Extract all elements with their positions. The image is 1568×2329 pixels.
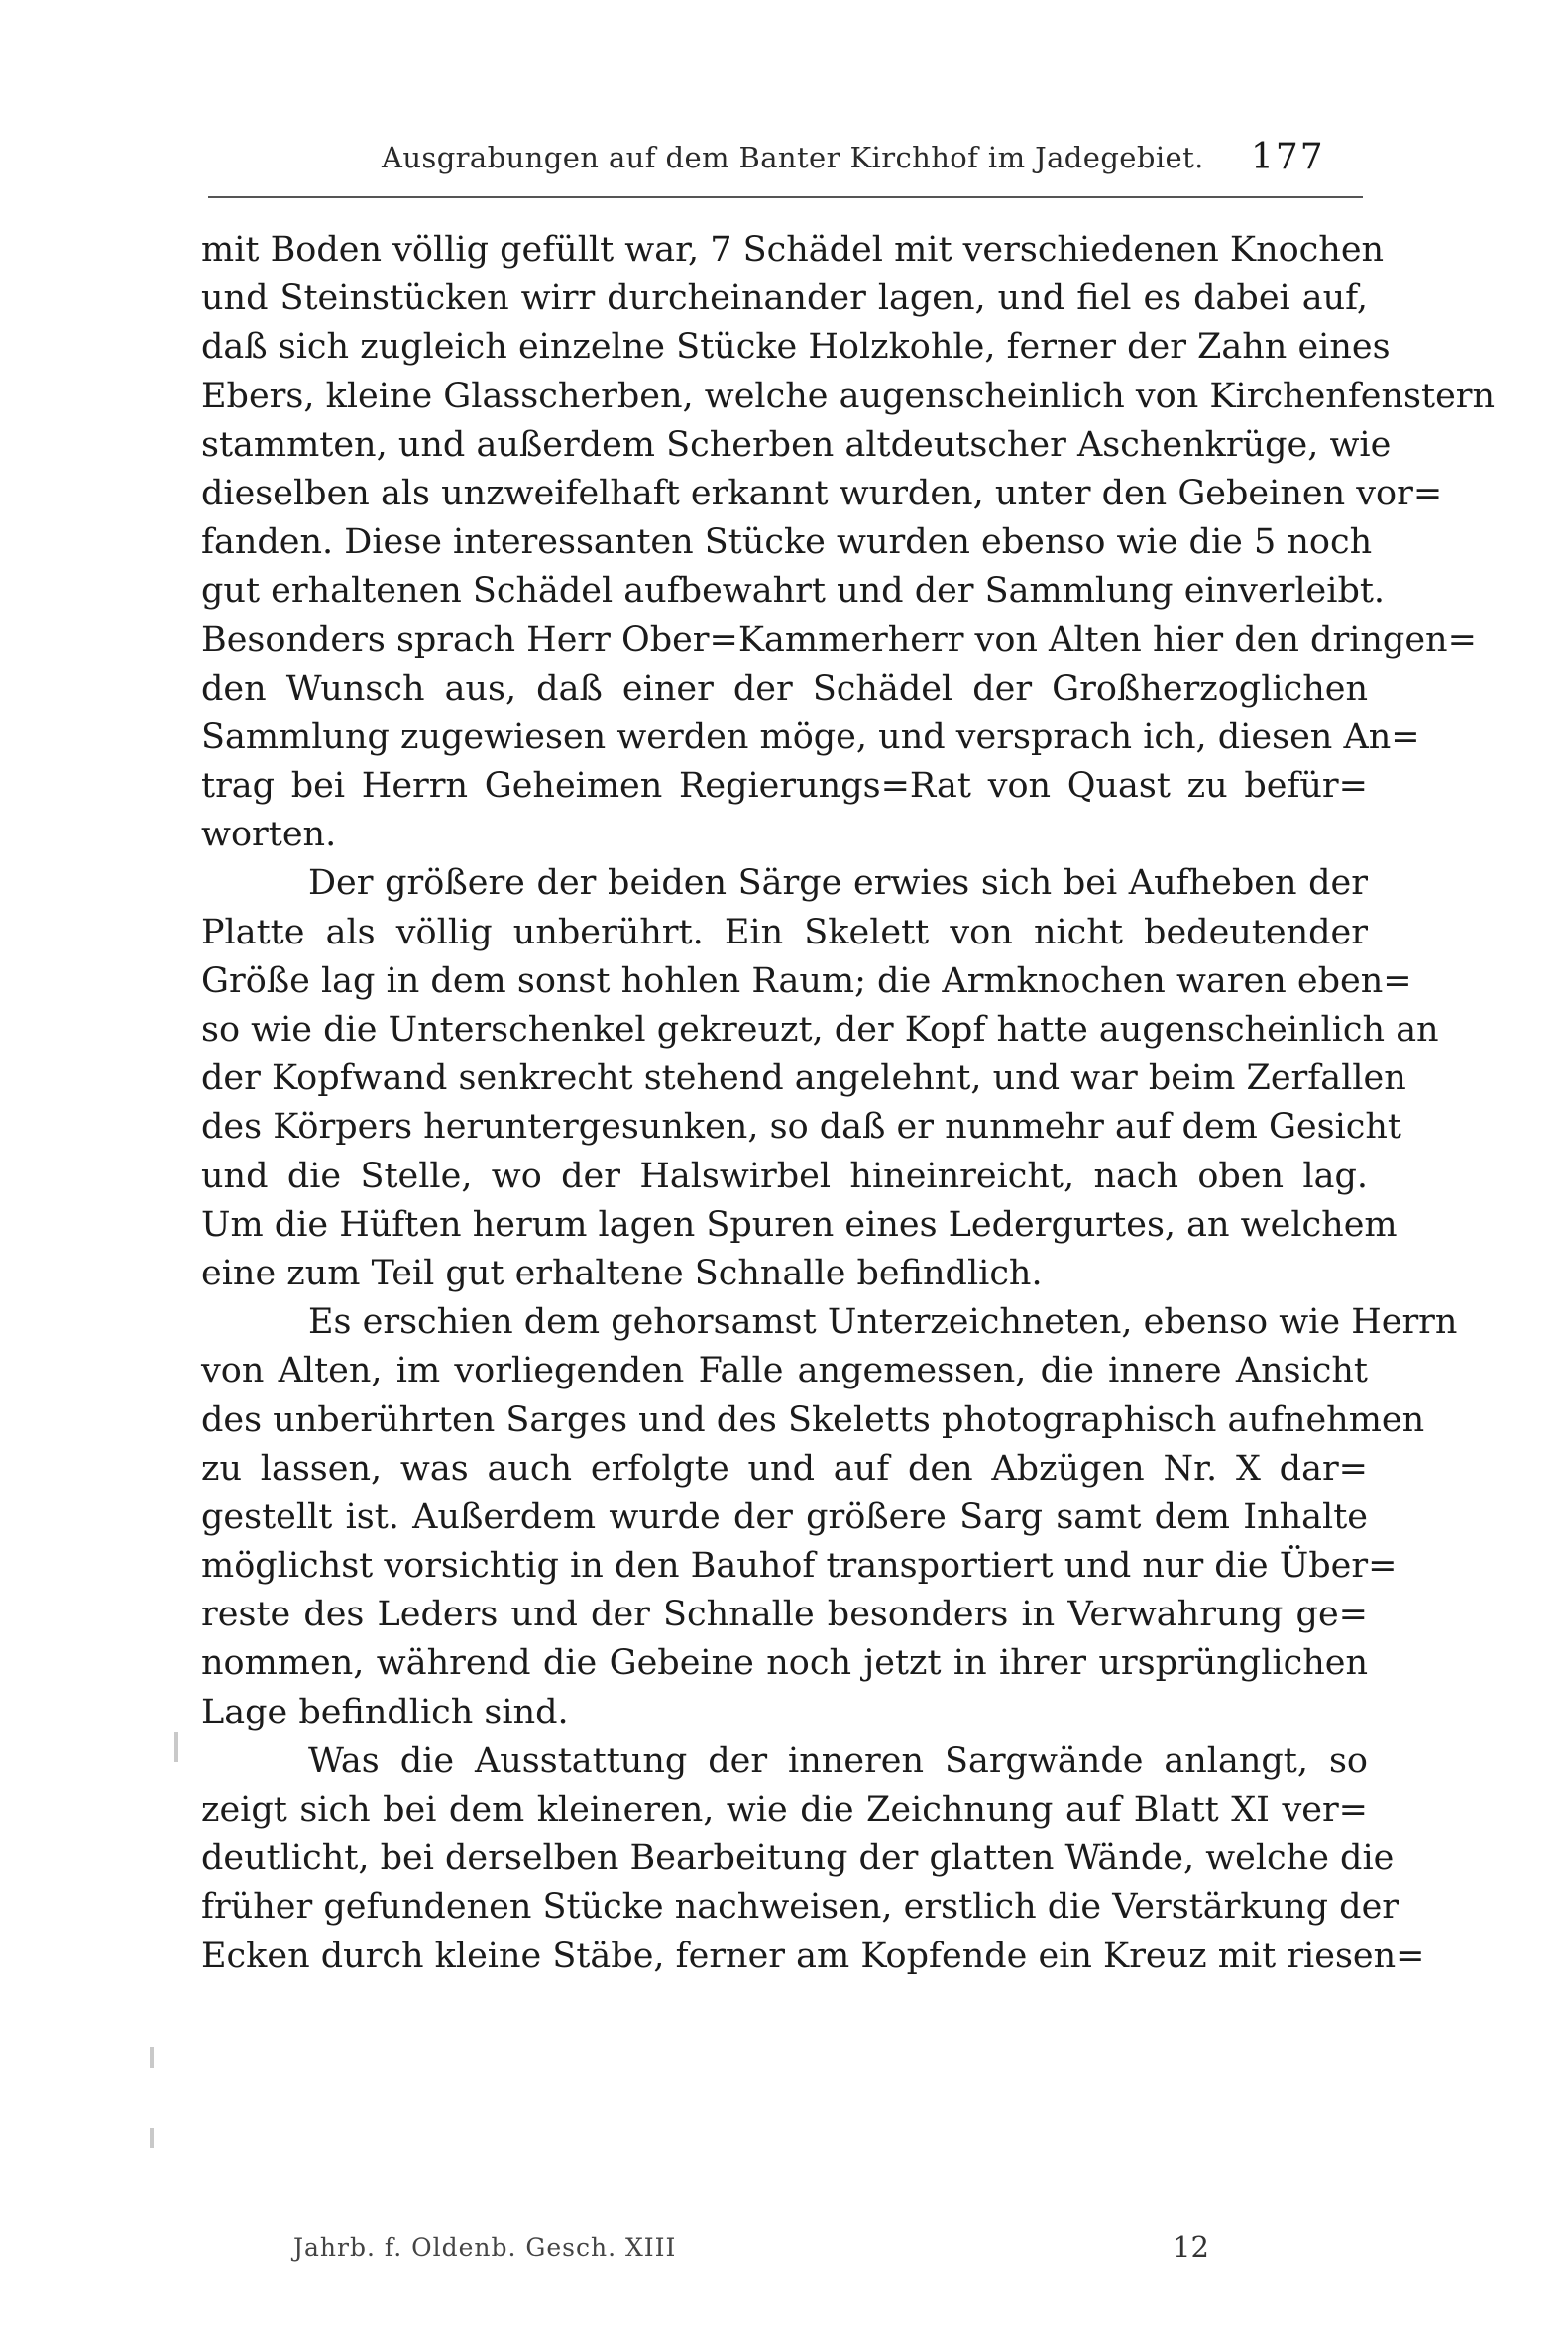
text-line: Lage befindlich sind. (201, 1692, 569, 1732)
text-line: Es erschien dem gehorsamst Unterzeichneten, ebenso wie Herrn (308, 1302, 1458, 1343)
running-head: Ausgrabungen auf dem Banter Kirchhof im Jadegebiet. (382, 141, 1204, 174)
paragraph-4 (201, 1737, 1425, 1981)
page-number: 177 (1251, 137, 1325, 177)
text-line: dieselben als unzweifelhaft erkannt wurden, unter den Gebeinen vor= (201, 473, 1443, 513)
text-line: reste des Leders und der Schnalle besonders in Verwahrung ge= (201, 1595, 1368, 1635)
text-line: Sammlung zugewiesen werden möge, und versprach ich, diesen An= (201, 717, 1420, 757)
text-line: von Alten, im vorliegenden Falle angemessen, die innere Ansicht (201, 1351, 1368, 1391)
body-text (201, 226, 1496, 1981)
text-line: des unberührten Sarges und des Skeletts photographisch aufnehmen (201, 1399, 1425, 1440)
text-line: Der größere der beiden Särge erwies sich bei Aufheben der (308, 863, 1368, 904)
text-line: des Körpers heruntergesunken, so daß er nunmehr auf dem Gesicht (201, 1107, 1401, 1148)
text-line: der Kopfwand senkrecht stehend angelehnt, und war beim Zerfallen (201, 1058, 1406, 1099)
text-line: zeigt sich bei dem kleineren, wie die Zeichnung auf Blatt XI ver= (201, 1790, 1368, 1830)
text-line: früher gefundenen Stücke nachweisen, erstlich die Verstärkung der (201, 1887, 1400, 1928)
scan-mark (150, 2047, 154, 2068)
text-line: Was die Ausstattung der inneren Sargwände anlangt, so (308, 1740, 1368, 1781)
text-line: Um die Hüften herum lagen Spuren eines Ledergurtes, an welchem (201, 1204, 1398, 1245)
text-line: eine zum Teil gut erhaltene Schnalle befindlich. (201, 1253, 1043, 1293)
scan-mark (174, 1732, 178, 1762)
text-line: gestellt ist. Außerdem wurde der größere Sarg samt dem Inhalte (201, 1497, 1368, 1537)
scan-mark (150, 2128, 154, 2148)
text-line: den Wunsch aus, daß einer der Schädel der Großherzoglichen (201, 668, 1368, 709)
text-line: mit Boden völlig gefüllt war, 7 Schädel mit verschiedenen Knochen (201, 230, 1385, 270)
paragraph-1 (201, 226, 1496, 859)
text-line: fanden. Diese interessanten Stücke wurden ebenso wie die 5 noch (201, 522, 1373, 563)
footer-signature: Jahrb. f. Oldenb. Gesch. XIII (293, 2233, 677, 2262)
text-line: daß sich zugleich einzelne Stücke Holzkohle, ferner der Zahn eines (201, 327, 1391, 368)
text-line: stammten, und außerdem Scherben altdeutscher Aschenkrüge, wie (201, 424, 1392, 465)
text-line: und die Stelle, wo der Halswirbel hineinreicht, nach oben lag. (201, 1156, 1368, 1196)
footer-sheet-number: 12 (1173, 2230, 1209, 2264)
text-line: so wie die Unterschenkel gekreuzt, der Kopf hatte augenscheinlich an (201, 1010, 1439, 1050)
text-line: möglichst vorsichtig in den Bauhof transportiert und nur die Über= (201, 1546, 1398, 1587)
text-line: Platte als völlig unberührt. Ein Skelett von nicht bedeutender (201, 912, 1368, 952)
text-line: worten. (201, 815, 337, 855)
paragraph-3 (201, 1298, 1458, 1737)
text-line: gut erhaltenen Schädel aufbewahrt und der Sammlung einverleibt. (201, 571, 1386, 611)
header-rule (208, 196, 1363, 198)
text-line: trag bei Herrn Geheimen Regierungs=Rat von Quast zu befür= (201, 766, 1368, 807)
text-line: Ecken durch kleine Stäbe, ferner am Kopfende ein Kreuz mit riesen= (201, 1936, 1425, 1976)
text-line: Größe lag in dem sonst hohlen Raum; die Armknochen waren eben= (201, 960, 1412, 1001)
text-line: Ebers, kleine Glasscherben, welche augenscheinlich von Kirchenfenstern (201, 376, 1496, 416)
text-line: nommen, während die Gebeine noch jetzt in ihrer ursprünglichen (201, 1643, 1368, 1684)
text-line: Besonders sprach Herr Ober=Kammerherr von Alten hier den dringen= (201, 619, 1477, 660)
text-line: zu lassen, was auch erfolgte und auf den Abzügen Nr. X dar= (201, 1448, 1368, 1489)
paragraph-2 (201, 859, 1439, 1298)
text-line: deutlicht, bei derselben Bearbeitung der glatten Wände, welche die (201, 1838, 1395, 1879)
text-line: und Steinstücken wirr durcheinander lagen, und fiel es dabei auf, (201, 278, 1368, 319)
